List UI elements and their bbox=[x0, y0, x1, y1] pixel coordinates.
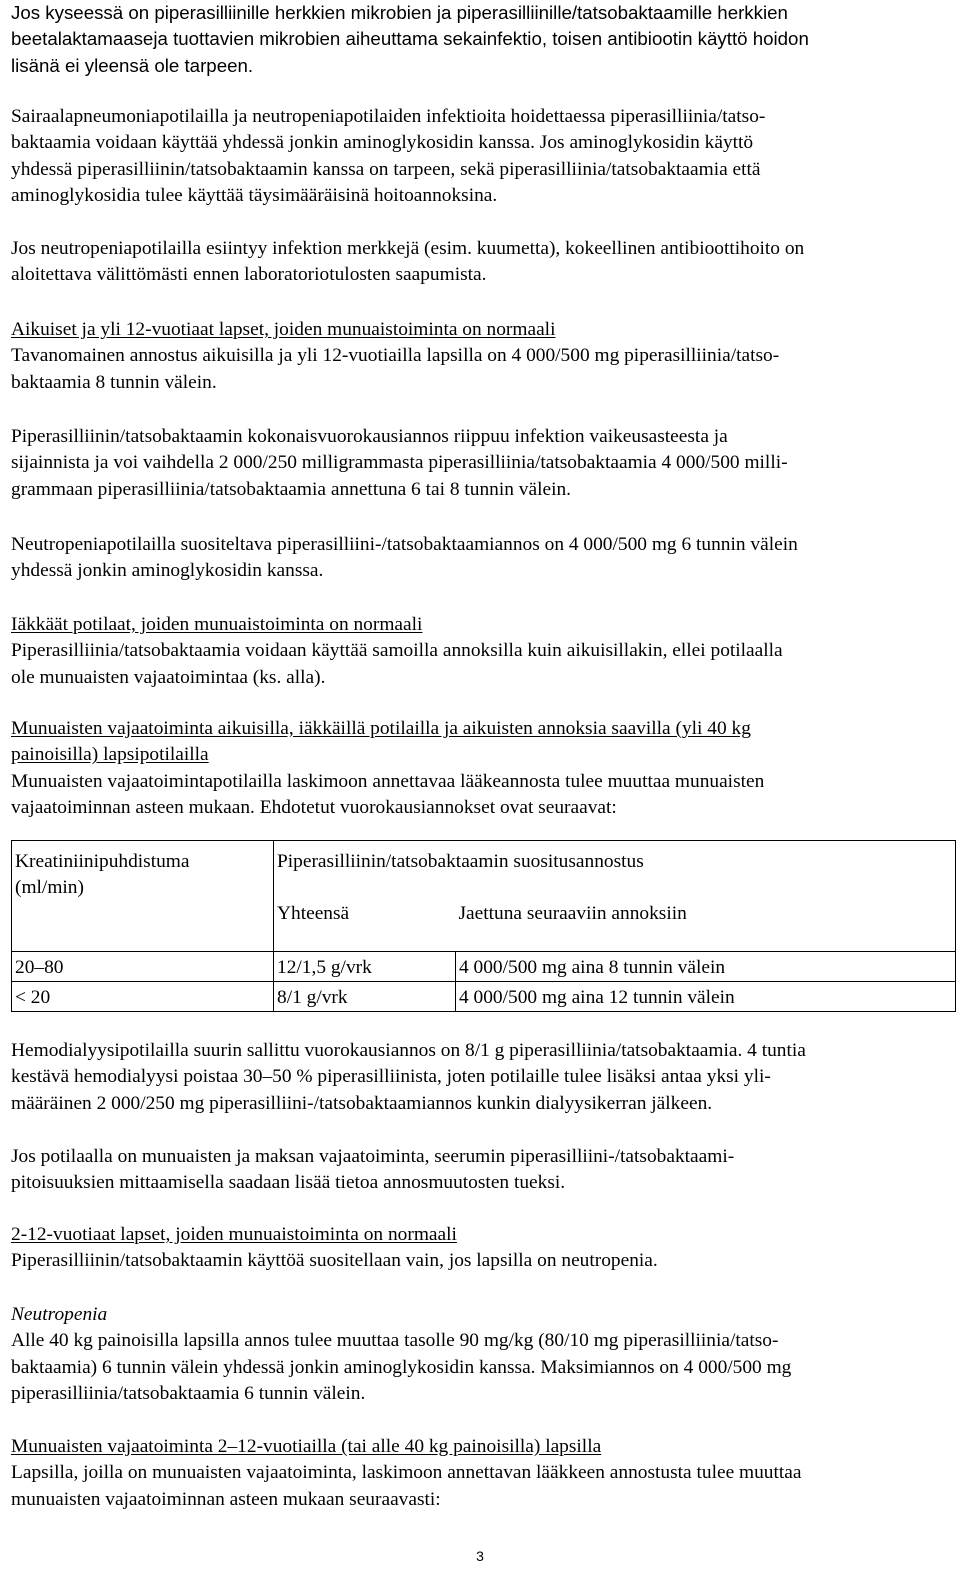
section-elderly bbox=[11, 612, 783, 691]
header-label: Jaettuna seuraaviin annoksiin bbox=[458, 903, 687, 924]
section-renal-impairment-adults bbox=[11, 716, 764, 822]
text-line: Neutropeniapotilailla suositeltava piperasilliini-/tatsobaktaamiannos on 4 000/500 mg 6 tunnin välein bbox=[11, 534, 798, 555]
text-line: aloitettava välittömästi ennen laboratoriotulosten saapumista. bbox=[11, 264, 487, 286]
section-heading: Iäkkäät potilaat, joiden munuaistoiminta on normaali bbox=[11, 614, 423, 635]
header-label: Kreatiniinipuhdistuma bbox=[15, 851, 190, 872]
text-line: määräinen 2 000/250 mg piperasilliini-/tatsobaktaamiannos kunkin dialyysikerran jälkeen. bbox=[11, 1092, 713, 1114]
text-line: yhdessä piperasilliinin/tatsobaktaamin kanssa on tarpeen, sekä piperasilliinia/tatsobaktaamia että bbox=[11, 158, 761, 180]
text-line: kestävä hemodialyysi poistaa 30–50 % piperasilliinista, joten potilaille tulee lisäksi antaa yksi yli- bbox=[11, 1066, 771, 1088]
text-line: Piperasilliinin/tatsobaktaamin kokonaisvuorokausiannos riippuu infektion vaikeusasteesta ja bbox=[11, 426, 728, 447]
text-line: Jos kyseessä on piperasilliinille herkkien mikrobien ja piperasilliinille/tatsobaktaamille herkkien bbox=[11, 2, 788, 23]
text-line: beetalaktamaaseja tuottavien mikrobien aiheuttama sekainfektio, toisen antibiootin käyttö hoidon bbox=[11, 28, 809, 50]
text-line: Tavanomainen annostus aikuisilla ja yli 12-vuotiailla lapsilla on 4 000/500 mg piperasilliinia/tatso- bbox=[11, 345, 780, 367]
text-line: grammaan piperasilliinia/tatsobaktaamia annettuna 6 tai 8 tunnin välein. bbox=[11, 478, 571, 500]
text-line: Piperasilliinin/tatsobaktaamin käyttöä suositellaan vain, jos lapsilla on neutropenia. bbox=[11, 1250, 658, 1272]
table-cell: 12/1,5 g/vrk bbox=[274, 952, 456, 982]
text-line: pitoisuuksien mittaamisella saadaan lisää tietoa annosmuutosten tueksi. bbox=[11, 1172, 566, 1194]
header-label: Yhteensä bbox=[277, 903, 350, 924]
paragraph-hemodialysis bbox=[11, 1038, 806, 1117]
table-header-cell bbox=[12, 841, 274, 952]
paragraph-hepatic-renal bbox=[11, 1144, 734, 1197]
section-heading: painoisilla) lapsipotilailla bbox=[11, 744, 209, 766]
text-line: baktaamia 8 tunnin välein. bbox=[11, 371, 217, 393]
paragraph-neutropenia-signs bbox=[11, 236, 804, 289]
text-line: lisänä ei yleensä ole tarpeen. bbox=[11, 54, 254, 76]
header-label: (ml/min) bbox=[15, 877, 84, 899]
table-header-cell bbox=[274, 901, 456, 952]
text-line: vajaatoiminnan asteen mukaan. Ehdotetut vuorokausiannokset ovat seuraavat: bbox=[11, 797, 617, 819]
paragraph-mixed-infection bbox=[11, 0, 809, 79]
text-line: Alle 40 kg painoisilla lapsilla annos tulee muuttaa tasolle 90 mg/kg (80/10 mg piperasilliinia/tatso- bbox=[11, 1330, 779, 1352]
text-line: ole munuaisten vajaatoimintaa (ks. alla). bbox=[11, 666, 326, 688]
table-cell: 4 000/500 mg aina 12 tunnin välein bbox=[456, 982, 956, 1012]
text-line: Lapsilla, joilla on munuaisten vajaatoiminta, laskimoon annettavan lääkkeen annostusta tulee muuttaa bbox=[11, 1462, 802, 1484]
table-header-cell bbox=[274, 841, 956, 902]
text-line: baktaamia voidaan käyttää yhdessä jonkin aminoglykosidin kanssa. Jos aminoglykosidin käyttö bbox=[11, 132, 754, 154]
text-line: piperasilliinia/tatsobaktaamia 6 tunnin välein. bbox=[11, 1383, 366, 1405]
text-line: Sairaalapneumoniapotilailla ja neutropeniapotilaiden infektioita hoidettaessa piperasilliinia/tatso- bbox=[11, 106, 766, 127]
section-heading: Munuaisten vajaatoiminta 2–12-vuotiailla (tai alle 40 kg painoisilla) lapsilla bbox=[11, 1436, 602, 1457]
table-header-row bbox=[12, 841, 956, 902]
renal-dose-table bbox=[11, 840, 956, 1012]
paragraph-neutropenia-dose bbox=[11, 532, 798, 585]
page-number: 3 bbox=[476, 1548, 484, 1564]
text-line: Jos neutropeniapotilailla esiintyy infektion merkkejä (esim. kuumetta), kokeellinen antibioottihoito on bbox=[11, 238, 805, 259]
text-line: baktaamia) 6 tunnin välein yhdessä jonkin aminoglykosidin kanssa. Maksimiannos on 4 000/500 mg bbox=[11, 1356, 792, 1378]
text-line: Jos potilaalla on munuaisten ja maksan vajaatoiminta, seerumin piperasilliini-/tatsobaktaami- bbox=[11, 1146, 735, 1167]
text-line: yhdessä jonkin aminoglykosidin kanssa. bbox=[11, 560, 324, 582]
table-row bbox=[12, 952, 956, 982]
text-line: Munuaisten vajaatoimintapotilailla laskimoon annettavaa lääkeannosta tulee muuttaa munuaisten bbox=[11, 770, 765, 792]
text-line: Piperasilliinia/tatsobaktaamia voidaan käyttää samoilla annoksilla kuin aikuisillakin, ellei potilaalla bbox=[11, 640, 783, 662]
text-line: Hemodialyysipotilailla suurin sallittu vuorokausiannos on 8/1 g piperasilliinia/tatsobaktaamia. 4 tuntia bbox=[11, 1040, 806, 1061]
text-line: munuaisten vajaatoiminnan asteen mukaan seuraavasti: bbox=[11, 1488, 441, 1510]
table-cell: 4 000/500 mg aina 8 tunnin välein bbox=[456, 952, 956, 982]
section-renal-impairment-children bbox=[11, 1434, 801, 1513]
table-cell: 20–80 bbox=[12, 952, 274, 982]
table-cell: < 20 bbox=[12, 982, 274, 1012]
text-line: aminoglykosidia tulee käyttää täysimääräisinä hoitoannoksina. bbox=[11, 185, 498, 207]
section-neutropenia-children bbox=[11, 1302, 791, 1408]
section-children-normal-renal bbox=[11, 1222, 658, 1275]
table-cell: 8/1 g/vrk bbox=[274, 982, 456, 1012]
text-line: sijainnista ja voi vaihdella 2 000/250 milligrammasta piperasilliinia/tatsobaktaamia 4 000/500 milli- bbox=[11, 452, 788, 474]
table-row bbox=[12, 982, 956, 1012]
header-label: Piperasilliinin/tatsobaktaamin suositusannostus bbox=[277, 851, 644, 872]
paragraph-total-daily-dose bbox=[11, 424, 788, 503]
section-heading: Aikuiset ja yli 12-vuotiaat lapset, joiden munuaistoiminta on normaali bbox=[11, 319, 556, 340]
section-heading: Munuaisten vajaatoiminta aikuisilla, iäkkäillä potilailla ja aikuisten annoksia saavilla (yli 40 kg bbox=[11, 718, 751, 739]
table-header-cell bbox=[456, 901, 956, 952]
section-adults-normal-renal bbox=[11, 317, 779, 396]
section-heading: Neutropenia bbox=[11, 1304, 108, 1325]
paragraph-aminoglycoside bbox=[11, 104, 765, 210]
section-heading: 2-12-vuotiaat lapset, joiden munuaistoiminta on normaali bbox=[11, 1224, 457, 1245]
